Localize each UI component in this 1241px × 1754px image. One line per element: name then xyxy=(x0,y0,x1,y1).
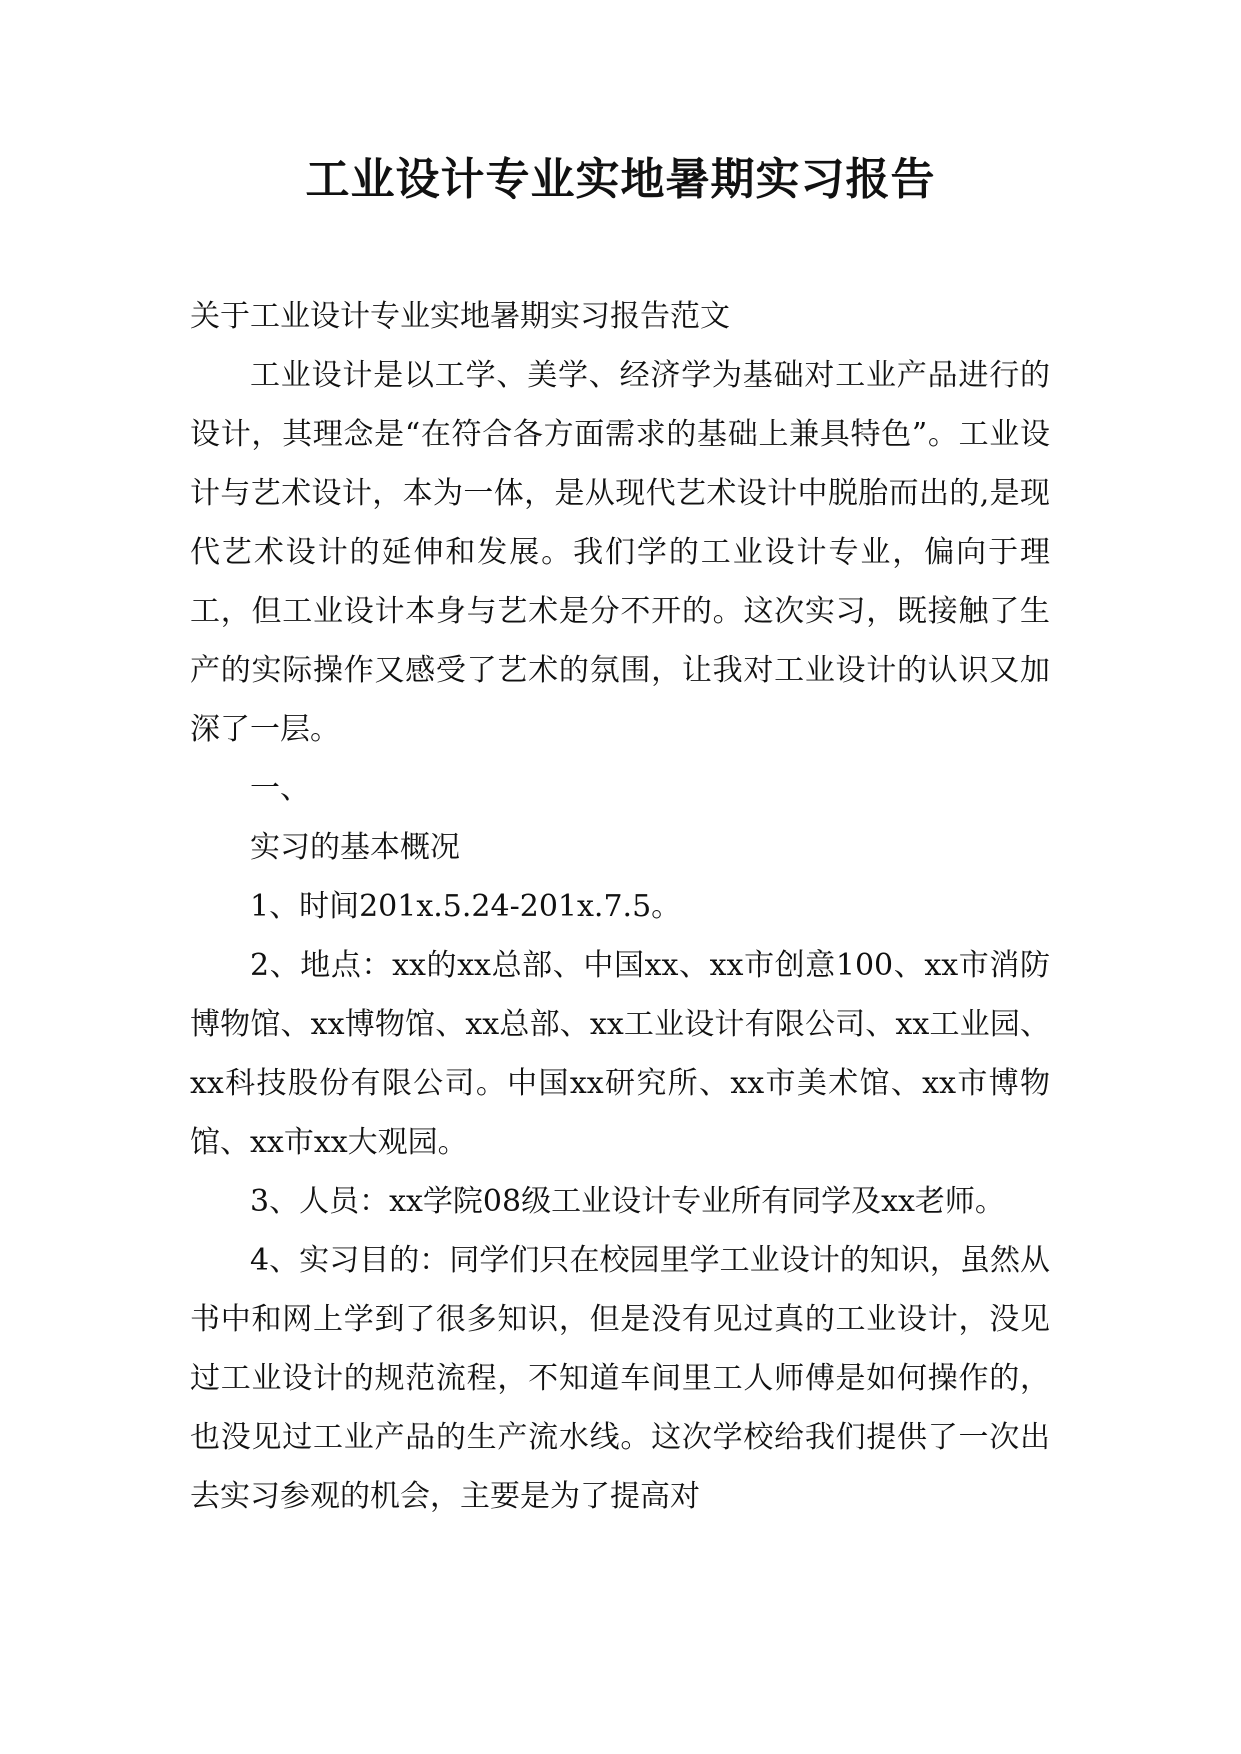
section-heading: 实习的基本概况 xyxy=(250,830,460,865)
paragraph-purpose: 4、实习目的：同学们只在校园里学工业设计的知识，虽然从书中和网上学到了很多知识，但是没有见过真的工业设计，没见过工业设计的规范流程，不知道车间里工人师傅是如何操作的，也没见过工业产品的生产流水线。这次学校给我们提供了一次出去实习参观的机会，主要是为了提高对 xyxy=(190,1243,1050,1514)
paragraph-time: 1、时间201x.5.24-201x.7.5。 xyxy=(250,889,682,924)
document-body xyxy=(190,287,1050,1526)
paragraph-intro: 工业设计是以工学、美学、经济学为基础对工业产品进行的设计，其理念是“在符合各方面需求的基础上兼具特色”。工业设计与艺术设计，本为一体，是从现代艺术设计中脱胎而出的,是现代艺术设计的延伸和发展。我们学的工业设计专业，偏向于理工，但工业设计本身与艺术是分不开的。这次实习，既接触了生产的实际操作又感受了艺术的氛围，让我对工业设计的认识又加深了一层。 xyxy=(190,358,1050,747)
document-title: 工业设计专业实地暑期实习报告 xyxy=(305,154,936,205)
paragraph-location: 2、地点：xx的xx总部、中国xx、xx市创意100、xx市消防博物馆、xx博物馆、xx总部、xx工业设计有限公司、xx工业园、xx科技股份有限公司。中国xx研究所、xx市美术馆、xx市博物馆、xx市xx大观园。 xyxy=(190,948,1050,1160)
section-number: 一、 xyxy=(250,771,310,806)
document-subtitle: 关于工业设计专业实地暑期实习报告范文 xyxy=(190,299,730,334)
paragraph-personnel: 3、人员：xx学院08级工业设计专业所有同学及xx老师。 xyxy=(250,1184,1005,1219)
